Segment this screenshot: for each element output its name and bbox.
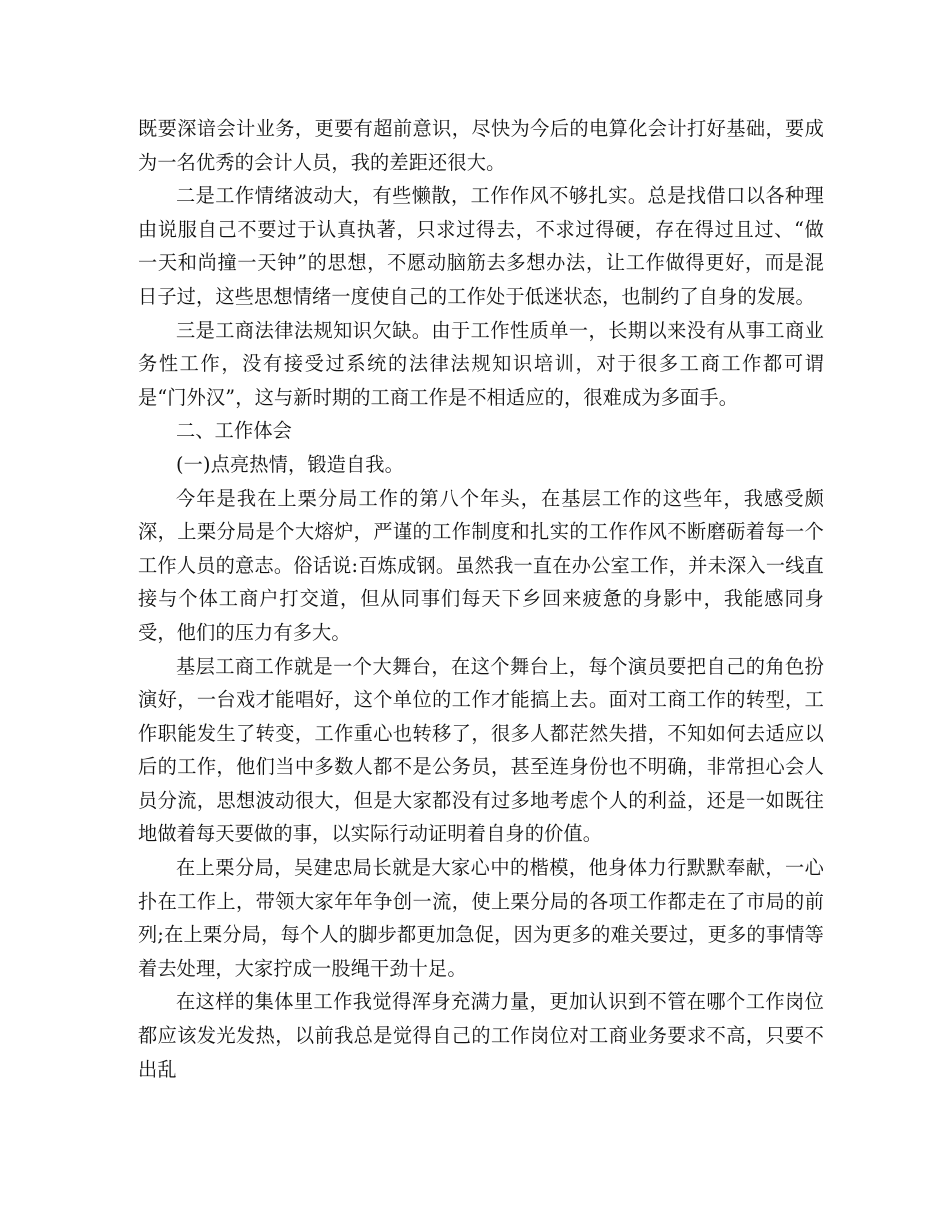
paragraph-big-stage: 基层工商工作就是一个大舞台，在这个舞台上，每个演员要把自己的角色扮演好，一台戏才能唱好，这个单位的工作才能搞上去。面对工商工作的转型，工作职能发生了转变，工作重心也转移了，很多人都茫然失措，不知如何去适应以后的工作，他们当中多数人都不是公务员，甚至连身份也不明确，非常担心会人员分流，思想波动很大，但是大家都没有过多地考虑个人的利益，还是一如既往地做着每天要做的事，以实际行动证明着自身的价值。 bbox=[138, 654, 824, 846]
subheading-ignite-passion: (一)点亮热情，锻造自我。 bbox=[176, 452, 404, 476]
paragraph-role-model: 在上栗分局，吴建忠局长就是大家心中的楷模，他身体力行默默奉献，一心扑在工作上，带领大家年年争创一流，使上栗分局的各项工作都走在了市局的前列;在上栗分局，每个人的脚步都更加急促，因为更多的难关要过，更多的事情等着去处理，大家拧成一股绳干劲十足。 bbox=[138, 856, 824, 980]
paragraph-accounting-continuation: 既要深谙会计业务，更要有超前意识，尽快为今后的电算化会计打好基础，要成为一名优秀的会计人员，我的差距还很大。 bbox=[138, 117, 824, 174]
section-heading-work-experience: 二、工作体会 bbox=[176, 419, 293, 443]
document-body bbox=[138, 112, 824, 1086]
paragraph-collective-strength: 在这样的集体里工作我觉得浑身充满力量，更加认识到不管在哪个工作岗位都应该发光发热，以前我总是觉得自己的工作岗位对工商业务要求不高，只要不出乱 bbox=[138, 990, 824, 1081]
paragraph-eighth-year: 今年是我在上栗分局工作的第八个年头，在基层工作的这些年，我感受颇深，上栗分局是个大熔炉，严谨的工作制度和扎实的工作作风不断磨砺着每一个工作人员的意志。俗话说:百炼成钢。虽然我一直在办公室工作，并未深入一线直接与个体工商户打交道，但从同事们每天下乡回来疲惫的身影中，我能感同身受，他们的压力有多大。 bbox=[138, 486, 824, 644]
paragraph-point-two-work-mood: 二是工作情绪波动大，有些懒散，工作作风不够扎实。总是找借口以各种理由说服自己不要过于认真执著，只求过得去，不求过得硬，存在得过且过、“做一天和尚撞一天钟”的思想，不愿动脑筋去多想办法，让工作做得更好，而是混日子过，这些思想情绪一度使自己的工作处于低迷状态，也制约了自身的发展。 bbox=[138, 184, 824, 308]
paragraph-point-three-legal-knowledge: 三是工商法律法规知识欠缺。由于工作性质单一，长期以来没有从事工商业务性工作，没有接受过系统的法律法规知识培训，对于很多工商工作都可谓是“门外汉”，这与新时期的工商工作是不相适应的，很难成为多面手。 bbox=[138, 318, 824, 409]
